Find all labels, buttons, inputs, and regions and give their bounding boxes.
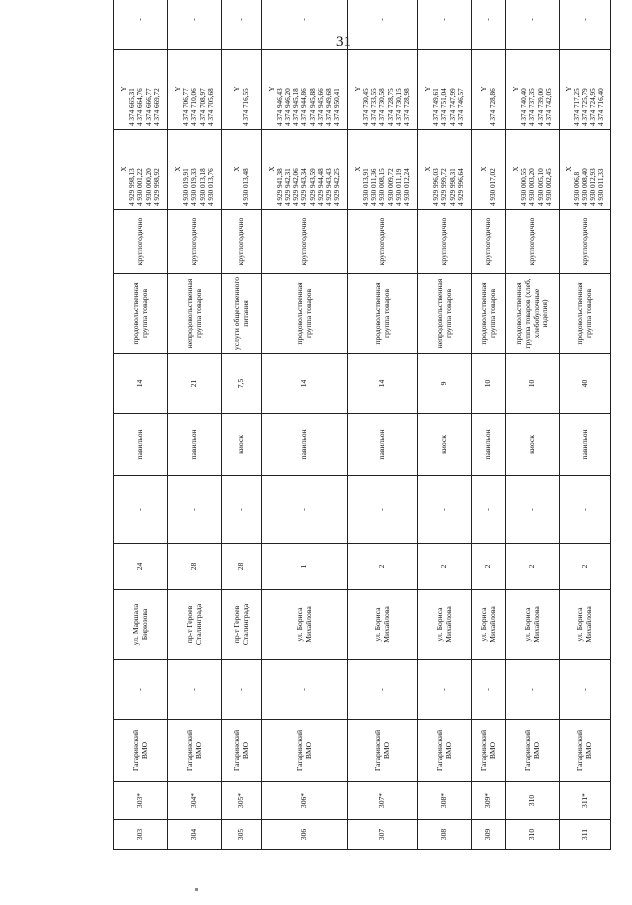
y-coord-header: Y	[233, 86, 242, 92]
area-cell: 9	[418, 354, 472, 414]
y-coord-header: Y	[424, 86, 433, 92]
x-coord-value: 4 930 001,22	[136, 168, 145, 206]
x-coords-cell	[560, 130, 611, 210]
y-coord-value: 4 374 749,61	[432, 88, 441, 126]
x-coord-value: 4 930 017,02	[488, 168, 497, 206]
y-coord-value: 4 374 666,77	[144, 88, 153, 126]
y-coords-cell	[222, 50, 262, 130]
row-number: 306*	[262, 782, 348, 820]
period-cell: круглогодично	[348, 210, 418, 274]
house-cell: 2	[506, 544, 560, 590]
table-row	[418, 0, 472, 850]
last-cell: -	[348, 0, 418, 50]
x-coord-value: 4 930 019,91	[182, 168, 191, 206]
x-coord-value: 4 929 996,64	[456, 168, 465, 206]
specialization-cell: услуги общественного питания	[222, 274, 262, 354]
x-coord-value: 4 930 008,40	[580, 168, 589, 206]
last-cell: -	[222, 0, 262, 50]
house-cell: 2	[348, 544, 418, 590]
house-cell: 28	[168, 544, 222, 590]
y-coord-value: 4 374 716,55	[241, 88, 250, 126]
table-row	[114, 0, 168, 850]
x-coord-header: X	[564, 166, 573, 172]
x-coord-value: 4 929 998,92	[152, 168, 161, 206]
house-cell: 2	[560, 544, 611, 590]
period-cell: круглогодично	[560, 210, 611, 274]
y-coord-value: 4 374 724,95	[589, 88, 598, 126]
house-cell: 2	[418, 544, 472, 590]
x-coord-header: X	[174, 166, 183, 172]
y-coord-header: Y	[174, 86, 183, 92]
last-cell: -	[560, 0, 611, 50]
table-row	[560, 0, 611, 850]
y-coord-value: 4 374 716,40	[597, 88, 606, 126]
empty-cell: -	[168, 476, 222, 544]
area-cell: 7,5	[222, 354, 262, 414]
y-coord-value: 4 374 946,20	[284, 88, 293, 126]
y-coord-header: Y	[120, 86, 129, 92]
row-number: 307*	[348, 782, 418, 820]
row-index: 305	[222, 820, 262, 850]
last-cell: -	[168, 0, 222, 50]
y-coords-cell	[262, 50, 348, 130]
x-coord-value: 4 929 998,13	[128, 168, 137, 206]
x-coord-value: 4 930 005,10	[536, 168, 545, 206]
period-cell: круглогодично	[114, 210, 168, 274]
y-coord-value: 4 374 728,86	[488, 88, 497, 126]
row-number: 303*	[114, 782, 168, 820]
row-number: 311*	[560, 782, 611, 820]
table-row	[222, 0, 262, 850]
address-cell: ул. Бориса Михайлова	[262, 590, 348, 660]
empty-cell: -	[418, 476, 472, 544]
y-coord-value: 4 374 737,35	[528, 88, 537, 126]
y-coord-header: Y	[480, 86, 489, 92]
last-cell: -	[418, 0, 472, 50]
district-cell: Гагаринский ВМО	[262, 720, 348, 782]
x-coord-header: X	[120, 166, 129, 172]
empty-cell: -	[222, 476, 262, 544]
y-coords-cell	[506, 50, 560, 130]
empty-cell: -	[506, 476, 560, 544]
empty-cell: -	[168, 660, 222, 720]
table-row	[262, 0, 348, 850]
area-cell: 10	[472, 354, 506, 414]
x-coord-header: X	[268, 166, 277, 172]
object-type-cell: киоск	[222, 414, 262, 476]
x-coords-cell	[472, 130, 506, 210]
address-cell: ул. Бориса Михайлова	[348, 590, 418, 660]
empty-cell: -	[560, 660, 611, 720]
last-cell: -	[472, 0, 506, 50]
row-number: 304*	[168, 782, 222, 820]
area-cell: 10	[506, 354, 560, 414]
y-coord-value: 4 374 730,45	[362, 88, 371, 126]
x-coord-value: 4 930 013,48	[241, 168, 250, 206]
district-cell: Гагаринский ВМО	[222, 720, 262, 782]
x-coord-value: 4 929 941,38	[276, 168, 285, 206]
x-coord-value: 4 930 011,33	[597, 168, 606, 206]
x-coord-value: 4 929 943,34	[300, 168, 309, 206]
address-cell: ул. Бориса Михайлова	[472, 590, 506, 660]
y-coord-value: 4 374 945,18	[292, 88, 301, 126]
y-coord-value: 4 374 740,40	[520, 88, 529, 126]
x-coord-value: 4 930 019,33	[190, 168, 199, 206]
period-cell: круглогодично	[222, 210, 262, 274]
object-type-cell: павильон	[472, 414, 506, 476]
address-cell: ул. Маршала Бирюзова	[114, 590, 168, 660]
row-number: 305*	[222, 782, 262, 820]
y-coord-value: 4 374 945,88	[308, 88, 317, 126]
period-cell: круглогодично	[168, 210, 222, 274]
table-row	[348, 0, 418, 850]
x-coord-value: 4 929 999,72	[440, 168, 449, 206]
period-cell: круглогодично	[418, 210, 472, 274]
row-index: 311	[560, 820, 611, 850]
x-coord-value: 4 930 011,36	[370, 168, 379, 206]
row-index: 307	[348, 820, 418, 850]
object-type-cell: павильон	[560, 414, 611, 476]
placement-table	[113, 0, 611, 850]
empty-cell: -	[506, 660, 560, 720]
district-cell: Гагаринский ВМО	[560, 720, 611, 782]
house-cell: 1	[262, 544, 348, 590]
scan-mark	[195, 888, 198, 891]
empty-cell: -	[348, 476, 418, 544]
x-coord-value: 4 929 942,25	[332, 168, 341, 206]
y-coord-value: 4 374 730,58	[378, 88, 387, 126]
y-coord-header: Y	[354, 86, 363, 92]
row-number: 310	[506, 782, 560, 820]
x-coords-cell	[418, 130, 472, 210]
district-cell: Гагаринский ВМО	[418, 720, 472, 782]
y-coord-value: 4 374 747,99	[448, 88, 457, 126]
x-coord-value: 4 930 013,76	[206, 168, 215, 206]
y-coord-value: 4 374 739,00	[536, 88, 545, 126]
x-coord-value: 4 929 996,03	[432, 168, 441, 206]
last-cell: -	[114, 0, 168, 50]
empty-cell: -	[114, 476, 168, 544]
district-cell: Гагаринский ВМО	[348, 720, 418, 782]
row-index: 310	[506, 820, 560, 850]
x-coord-value: 4 930 013,18	[198, 168, 207, 206]
x-coord-header: X	[480, 166, 489, 172]
address-cell: пр-т Героев Сталинграда	[222, 590, 262, 660]
x-coord-value: 4 930 006,8	[572, 171, 581, 206]
y-coord-value: 4 374 706,77	[182, 88, 191, 126]
object-type-cell: киоск	[418, 414, 472, 476]
specialization-cell: продовольственная группа товаров	[348, 274, 418, 354]
object-type-cell: киоск	[506, 414, 560, 476]
object-type-cell: павильон	[348, 414, 418, 476]
y-coord-value: 4 374 742,05	[544, 88, 553, 126]
empty-cell: -	[472, 476, 506, 544]
y-coords-cell	[472, 50, 506, 130]
x-coord-header: X	[424, 166, 433, 172]
table-row	[472, 0, 506, 850]
specialization-cell: продовольственная группа товаров	[472, 274, 506, 354]
row-index: 303	[114, 820, 168, 850]
area-cell: 14	[262, 354, 348, 414]
row-number: 308*	[418, 782, 472, 820]
empty-cell: -	[262, 660, 348, 720]
row-index: 306	[262, 820, 348, 850]
y-coords-cell	[560, 50, 611, 130]
page-number: 31	[336, 34, 351, 50]
x-coord-value: 4 929 998,31	[448, 168, 457, 206]
empty-cell: -	[114, 660, 168, 720]
y-coord-header: Y	[564, 86, 573, 92]
x-coords-cell	[262, 130, 348, 210]
x-coord-header: X	[512, 166, 521, 172]
y-coord-header: Y	[512, 86, 521, 92]
y-coord-value: 4 374 664,76	[136, 88, 145, 126]
y-coord-value: 4 374 665,31	[128, 88, 137, 126]
district-cell: Гагаринский ВМО	[506, 720, 560, 782]
x-coords-cell	[168, 130, 222, 210]
house-cell: 28	[222, 544, 262, 590]
x-coords-cell	[506, 130, 560, 210]
specialization-cell: продовольственная группа товаров (хлеб, хлебобулочные изделия)	[506, 274, 560, 354]
last-cell: -	[506, 0, 560, 50]
x-coords-cell	[222, 130, 262, 210]
x-coords-cell	[114, 130, 168, 210]
y-coord-value: 4 374 669,72	[152, 88, 161, 126]
empty-cell: -	[560, 476, 611, 544]
y-coord-value: 4 374 746,57	[456, 88, 465, 126]
address-cell: ул. Бориса Михайлова	[418, 590, 472, 660]
last-cell: -	[262, 0, 348, 50]
y-coords-cell	[348, 50, 418, 130]
district-cell: Гагаринский ВМО	[168, 720, 222, 782]
period-cell: круглогодично	[472, 210, 506, 274]
y-coords-cell	[168, 50, 222, 130]
empty-cell: -	[418, 660, 472, 720]
row-index: 308	[418, 820, 472, 850]
district-cell: Гагаринский ВМО	[472, 720, 506, 782]
district-cell: Гагаринский ВМО	[114, 720, 168, 782]
empty-cell: -	[262, 476, 348, 544]
specialization-cell: продовольственная группа товаров	[560, 274, 611, 354]
object-type-cell: павильон	[262, 414, 348, 476]
x-coord-value: 4 930 002,45	[544, 168, 553, 206]
y-coord-value: 4 374 705,68	[206, 88, 215, 126]
x-coord-value: 4 929 942,31	[284, 168, 293, 206]
house-cell: 2	[472, 544, 506, 590]
empty-cell: -	[222, 660, 262, 720]
x-coord-value: 4 930 003,20	[528, 168, 537, 206]
specialization-cell: непродовольственная группа товаров	[168, 274, 222, 354]
x-coord-value: 4 930 000,20	[144, 168, 153, 206]
area-cell: 14	[348, 354, 418, 414]
y-coord-value: 4 374 725,79	[580, 88, 589, 126]
specialization-cell: продовольственная группа товаров	[262, 274, 348, 354]
x-coord-value: 4 929 942,06	[292, 168, 301, 206]
x-coord-value: 4 930 011,19	[394, 168, 403, 206]
period-cell: круглогодично	[506, 210, 560, 274]
specialization-cell: непродовольственная группа товаров	[418, 274, 472, 354]
x-coord-value: 4 929 944,48	[316, 168, 325, 206]
address-cell: пр-т Героев Сталинграда	[168, 590, 222, 660]
y-coord-value: 4 374 950,41	[332, 88, 341, 126]
y-coord-value: 4 374 751,04	[440, 88, 449, 126]
x-coord-header: X	[233, 166, 242, 172]
y-coord-value: 4 374 728,98	[402, 88, 411, 126]
y-coord-value: 4 374 945,66	[316, 88, 325, 126]
x-coord-value: 4 930 009,72	[386, 168, 395, 206]
y-coord-value: 4 374 710,06	[190, 88, 199, 126]
y-coord-value: 4 374 730,15	[394, 88, 403, 126]
area-cell: 14	[114, 354, 168, 414]
address-cell: ул. Бориса Михайлова	[560, 590, 611, 660]
x-coord-value: 4 930 012,93	[589, 168, 598, 206]
table-row	[506, 0, 560, 850]
y-coord-value: 4 374 733,55	[370, 88, 379, 126]
y-coord-value: 4 374 949,68	[324, 88, 333, 126]
empty-cell: -	[472, 660, 506, 720]
table-row	[168, 0, 222, 850]
object-type-cell: павильон	[114, 414, 168, 476]
x-coord-value: 4 930 012,24	[402, 168, 411, 206]
area-cell: 21	[168, 354, 222, 414]
address-cell: ул. Бориса Михайлова	[506, 590, 560, 660]
y-coord-value: 4 374 717,25	[572, 88, 581, 126]
y-coords-cell	[418, 50, 472, 130]
x-coord-value: 4 930 000,55	[520, 168, 529, 206]
x-coord-value: 4 930 008,15	[378, 168, 387, 206]
table-container	[113, 18, 610, 850]
empty-cell: -	[348, 660, 418, 720]
x-coord-value: 4 930 013,91	[362, 168, 371, 206]
y-coord-value: 4 374 728,75	[386, 88, 395, 126]
x-coord-header: X	[354, 166, 363, 172]
x-coord-value: 4 929 943,43	[324, 168, 333, 206]
house-cell: 24	[114, 544, 168, 590]
area-cell: 40	[560, 354, 611, 414]
row-index: 304	[168, 820, 222, 850]
y-coord-header: Y	[268, 86, 277, 92]
x-coord-value: 4 929 943,59	[308, 168, 317, 206]
y-coord-value: 4 374 708,97	[198, 88, 207, 126]
specialization-cell: продовольственная группа товаров	[114, 274, 168, 354]
y-coord-value: 4 374 946,43	[276, 88, 285, 126]
period-cell: круглогодично	[262, 210, 348, 274]
y-coord-value: 4 374 944,86	[300, 88, 309, 126]
object-type-cell: павильон	[168, 414, 222, 476]
row-number: 309*	[472, 782, 506, 820]
y-coords-cell	[114, 50, 168, 130]
row-index: 309	[472, 820, 506, 850]
x-coords-cell	[348, 130, 418, 210]
